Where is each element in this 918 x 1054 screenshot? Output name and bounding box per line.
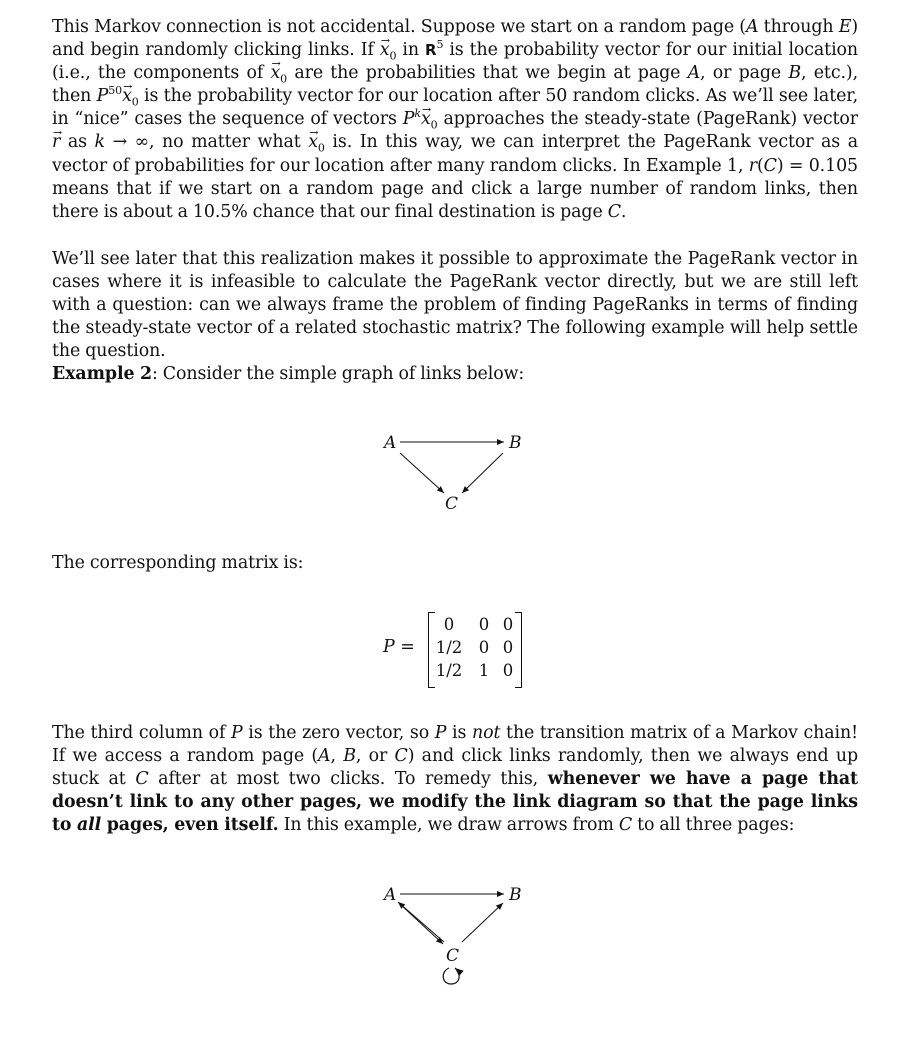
node-c: C [445, 494, 459, 514]
matrix-cell: 1/2 [435, 638, 463, 657]
node-b: B [509, 433, 522, 453]
edge-a-c [400, 453, 444, 493]
node-c: C [446, 946, 460, 966]
node-a: A [384, 885, 397, 905]
matrix-cell: 0 [502, 661, 514, 680]
link-graph-2 [370, 876, 550, 992]
link-graph-1 [370, 425, 550, 525]
matrix-cell: 1 [478, 661, 490, 680]
matrix-cell: 0 [502, 615, 514, 634]
matrix-label: P = [383, 637, 415, 657]
paragraph-third-column: The third column of P is the zero vector, so P is not the transition matrix of a Markov chain! If we access a random page (A, B, or C) and click links randomly, then we always end up stuck at C after at most two clicks. To remedy this, whenever we have a page that doesn’t link to any other pages, we modify the link diagram so that the page links to all pages, even itself. In this example, we draw arrows from C to all three pages: [52, 723, 858, 836]
matrix-cell: 1/2 [435, 661, 463, 680]
self-loop-c [443, 968, 459, 984]
matrix-cell: 0 [443, 615, 455, 634]
example-heading: Example 2: Consider the simple graph of links below: [52, 364, 525, 384]
matrix-cell: 0 [478, 615, 490, 634]
paragraph-corresponding-matrix: The corresponding matrix is: [52, 553, 304, 573]
paragraph-markov-connection: This Markov connection is not accidental. Suppose we start on a random page (A through E) and begin randomly clicking links. $If \to x_0$ in $R^5$ is the probability vector for our initial location (i.e., the components of → $x_0$ are the probabilities that we begin at page A, or page B, etc.), then $P^{50}\to x_0$ is the probability vector for our location after 50 random clicks. As we’ll see later, in “nice” cases the sequence of vectors $P^k\to x_0$ approaches the steady-state (PageRank) vector → r as k → ∞, no matter what → $x_0$ is. In this way, we can interpret the PageRank vector as a vector of probabilities for our location after many random clicks. In Example 1, r(C) = 0.105 means that if we start on a random page and click a large number of random links, then there is about a 10.5% chance that our final destination is page C. [52, 16, 858, 224]
matrix-cell: 0 [478, 638, 490, 657]
node-a: A [384, 433, 397, 453]
matrix-cell: 0 [502, 638, 514, 657]
edge-b-c [462, 453, 503, 493]
edge-a-c [400, 904, 443, 944]
example-label: Example 2 [52, 364, 152, 384]
paragraph-realization: We’ll see later that this realization makes it possible to approximate the PageRank vector in cases where it is infeasible to calculate the PageRank vector directly, but we are still left with a question: can we always frame the problem of finding PageRanks in terms of finding the steady-state vector of a related stochastic matrix? The following example will help settle the question. [52, 249, 858, 362]
edge-c-b [462, 903, 503, 942]
node-b: B [509, 885, 522, 905]
